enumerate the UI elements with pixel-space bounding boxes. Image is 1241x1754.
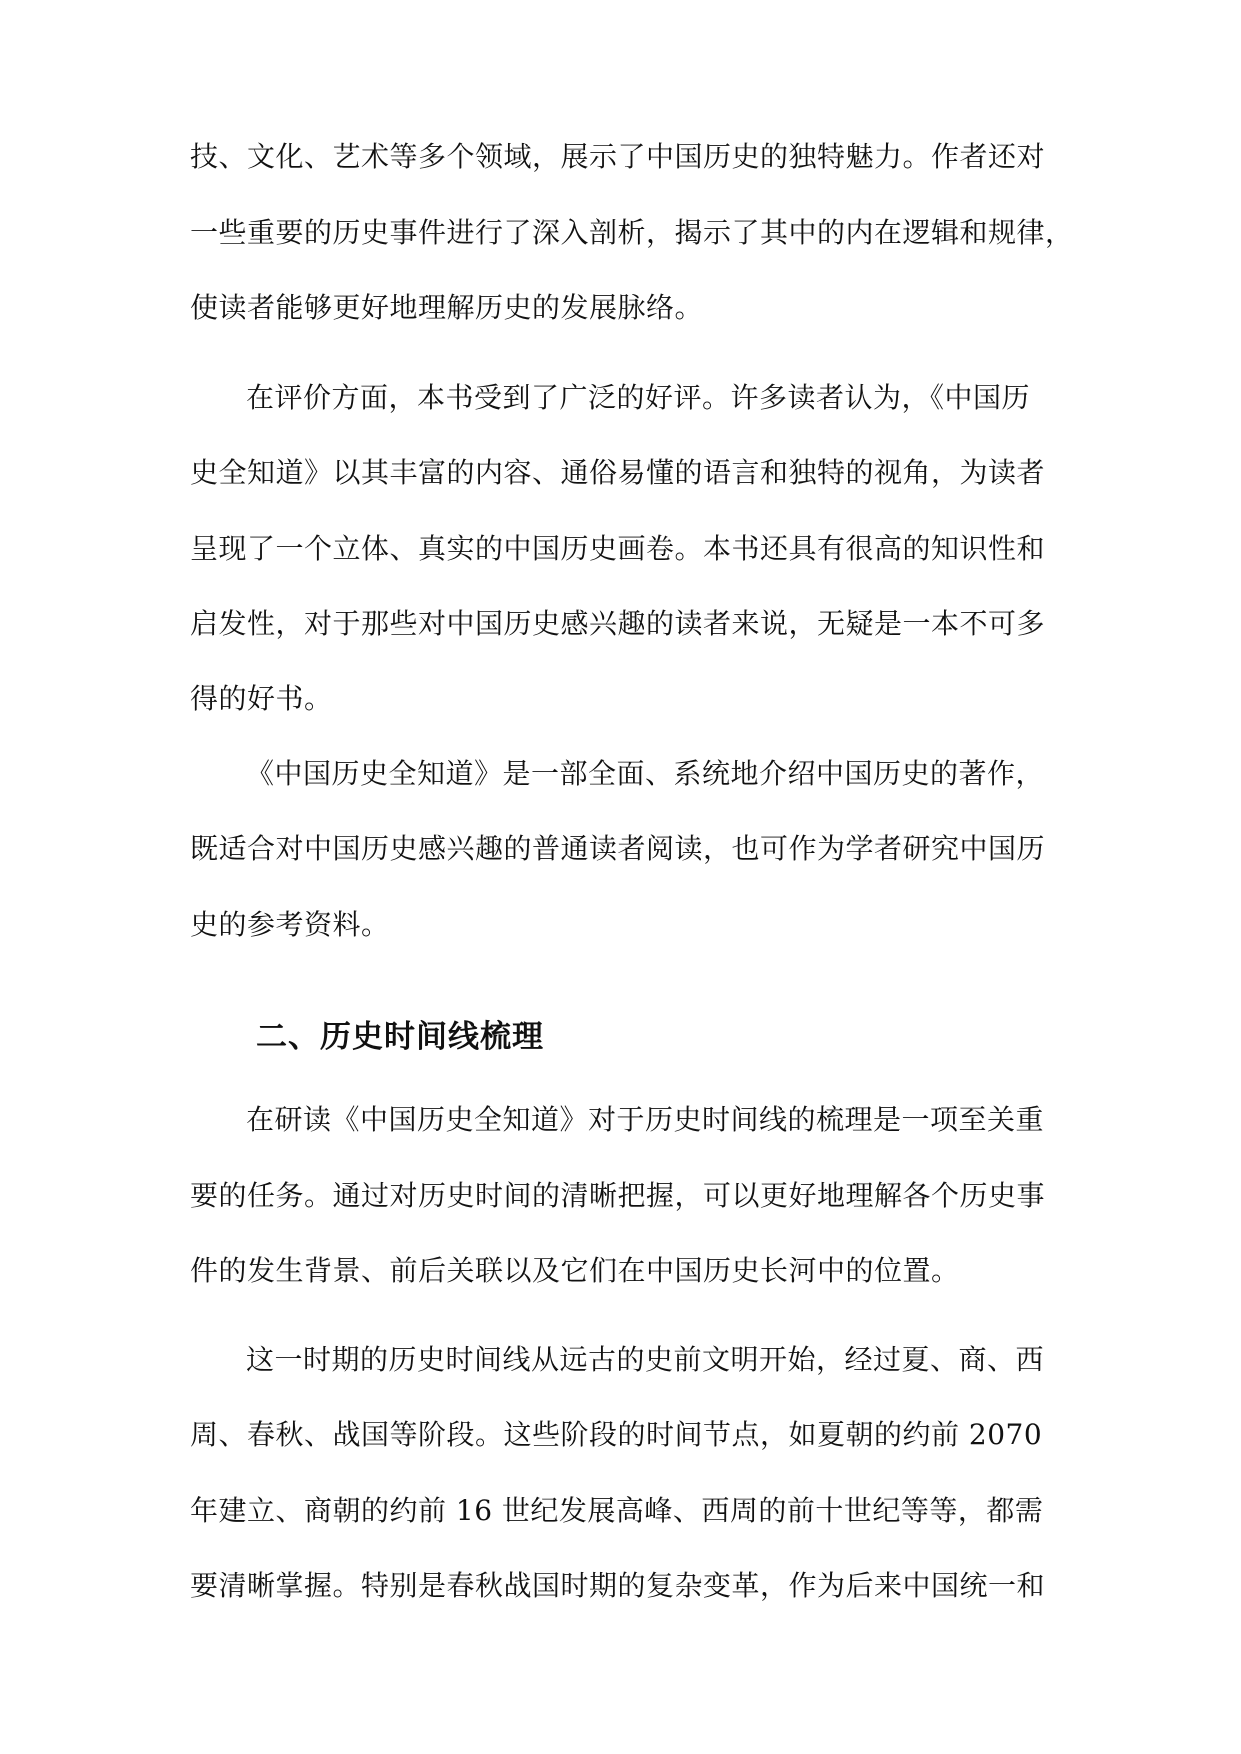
text-line: 呈现了一个立体、真实的中国历史画卷。本书还具有很高的知识性和 xyxy=(190,532,1046,565)
text-line: 使读者能够更好地理解历史的发展脉络。 xyxy=(190,291,704,324)
text-line: 要清晰掌握。特别是春秋战国时期的复杂变革，作为后来中国统一和 xyxy=(190,1569,1046,1602)
text-line: 在研读《中国历史全知道》对于历史时间线的梳理是一项至关重 xyxy=(246,1103,1045,1136)
text-line: 在评价方面，本书受到了广泛的好评。许多读者认为，《中国历 xyxy=(246,381,1031,414)
text-line: 既适合对中国历史感兴趣的普通读者阅读，也可作为学者研究中国历 xyxy=(190,832,1046,865)
text-line: 启发性，对于那些对中国历史感兴趣的读者来说，无疑是一本不可多 xyxy=(190,607,1046,640)
text-line: 史全知道》以其丰富的内容、通俗易懂的语言和独特的视角，为读者 xyxy=(190,456,1046,489)
text-line: 年建立、商朝的约前 16 世纪发展高峰、西周的前十世纪等等，都需 xyxy=(190,1494,1044,1527)
text-line: 要的任务。通过对历史时间的清晰把握，可以更好地理解各个历史事 xyxy=(190,1179,1046,1212)
text-line: 这一时期的历史时间线从远古的史前文明开始，经过夏、商、西 xyxy=(246,1343,1045,1376)
text-line: 一些重要的历史事件进行了深入剖析，揭示了其中的内在逻辑和规律， xyxy=(190,216,1074,249)
text-line: 得的好书。 xyxy=(190,682,333,715)
section-heading: 二、历史时间线梳理 xyxy=(256,1019,544,1055)
text-line: 件的发生背景、前后关联以及它们在中国历史长河中的位置。 xyxy=(190,1254,960,1287)
text-line: 技、文化、艺术等多个领域，展示了中国历史的独特魅力。作者还对 xyxy=(190,140,1046,173)
text-line: 《中国历史全知道》是一部全面、系统地介绍中国历史的著作， xyxy=(246,757,1045,790)
text-line: 史的参考资料。 xyxy=(190,908,390,941)
text-line: 周、春秋、战国等阶段。这些阶段的时间节点，如夏朝的约前 2070 xyxy=(190,1418,1043,1451)
